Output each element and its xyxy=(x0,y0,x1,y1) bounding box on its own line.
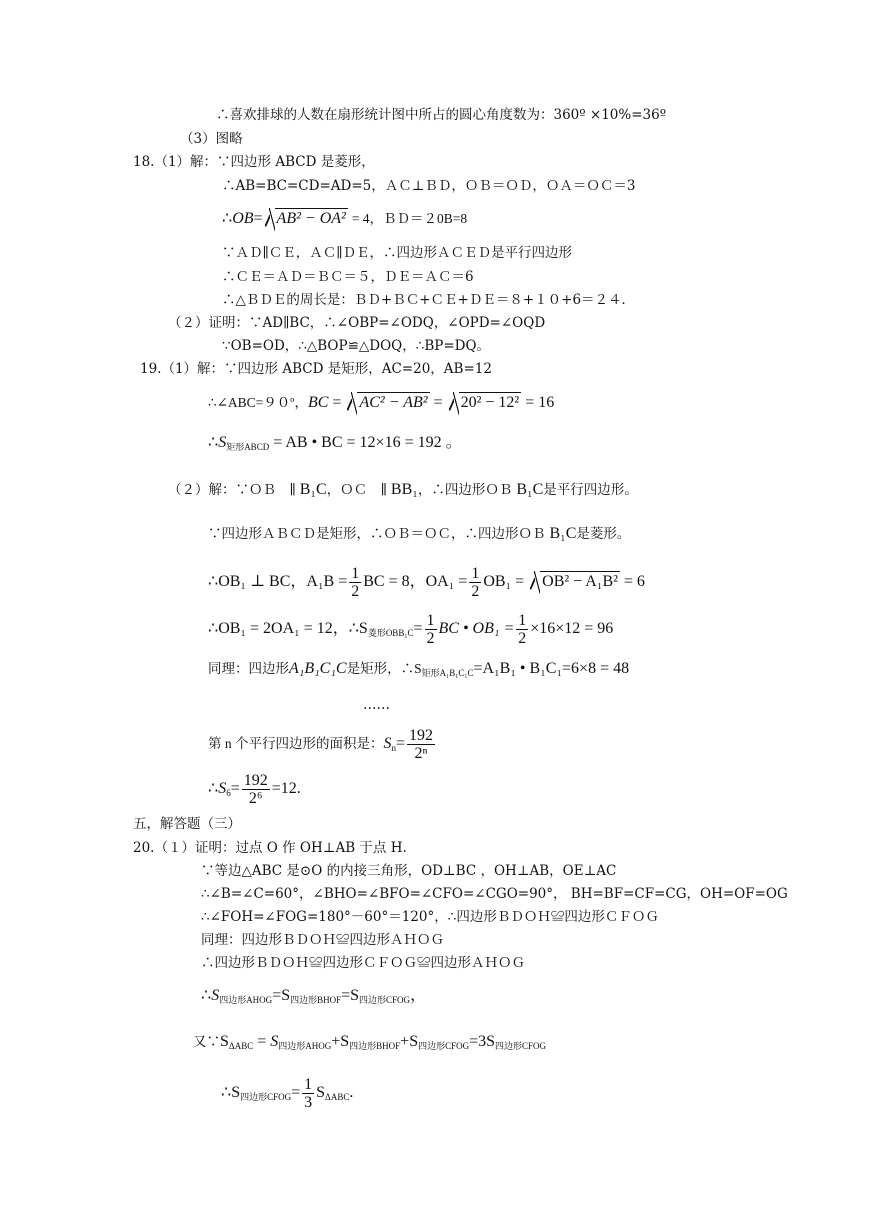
line-q19-rhombus-area: ∴OB₁ = 2OA₁ = 12，$\therefore S_{菱形OBB_1C}=$ $\frac{1}{2}$ BC • OB₁ = $\frac{1}{2}$ ×16×12 = 96 xyxy=(208,612,614,647)
line-q19-s6: $\therefore S_6=$ $\frac{192}{\text{2⁶}}$ =12. xyxy=(208,772,301,807)
line-q20-sum: 又$\because S_{\Delta ABC} = S_{四边形AHOG}+S_{四边形BHOF}+S_{四边形CFOG}=3S_{四边形CFOG}$ xyxy=(193,1033,547,1051)
line-q19-start: 19.（1）解：∵四边形 ABCD 是矩形，AC=20，AB=12 xyxy=(140,361,492,377)
line-q20-equilateral: ∵等边△ABC 是⊙O 的内接三角形，OD⊥BC ，OH⊥AB，OE⊥AC xyxy=(201,863,617,879)
line-q20-start: 20.（１）证明：过点 O 作 OH⊥AB 于点 H. xyxy=(133,840,407,856)
line-q18-perimeter: ∴△ＢＤＥ的周长是：ＢＤ+ＢＣ+ＣＥ+ＤＥ＝８+１０+6＝２４． xyxy=(222,292,636,308)
line-q19-area: $\therefore S_{矩形ABCD}$ = AB • BC = 12×16 = 192 。 xyxy=(208,434,462,452)
line-q18-part2: （２）证明：∵AD∥BC，∴∠OBP=∠ODQ，∠OPD=∠OQD xyxy=(168,315,546,331)
line-q20-equal-areas: $\therefore S_{四边形AHOG}=S_{四边形BHOF}=S_{四边形CFOG}$， xyxy=(201,987,427,1005)
line-q18-start: 18.（1）解：∵四边形 ABCD 是菱形， xyxy=(133,154,375,170)
line-q20-congruent-all: ∴四边形ＢＤＯＨ≌四边形ＣＦＯＧ≌四边形ＡＨＯＧ xyxy=(201,955,525,971)
line-q18-ce: ∴ＣＥ＝ＡＤ＝ＢＣ＝５，ＤＥ＝ＡＣ＝6 xyxy=(222,269,474,285)
line-volleyball-angle: ∴喜欢排球的人数在扇形统计图中所占的圆心角度数为：360º ×10%=36º xyxy=(216,107,667,123)
line-q19-bc: ∴∠ABC=９０º，BC = AC² − AB² = 20² − 12² = 16 xyxy=(208,394,555,411)
sqrt-ab-oa: AB² − OA² xyxy=(265,208,348,229)
line-q19-rhombus: ∵四边形ＡＢＣＤ是矩形，∴ＯＢ＝ＯＣ，∴四边形ＯＢ B₁C是菱形。 xyxy=(208,525,631,542)
line-q18-ob: ∴OB= AB² − OA² = 4，ＢＤ＝２0B=8 xyxy=(222,210,468,227)
line-q19-nth: 第 n 个平行四边形的面积是：$S_n=$ $\frac{192}{\text{2ⁿ}}$ xyxy=(208,727,434,762)
line-q19-oa1: ∴OB₁ ⊥ BC，A₁B = $\frac{1}{2}$ BC = 8，OA₁ = $\frac{1}{2}$ OB₁ = OB² − A₁B² = 6 xyxy=(208,565,645,600)
line-q20-conclusion: $\therefore S_{四边形CFOG}=$ $\frac{1}{3}$ $S_{\Delta ABC}$. xyxy=(221,1076,354,1111)
line-q18-parallelogram: ∵ＡＤ∥ＣＥ，ＡＣ∥ＤＥ，∴四边形ＡＣＥＤ是平行四边形 xyxy=(222,245,572,261)
line-q20-foh: ∴∠FOH=∠FOG=180°－60°＝120°，∴四边形ＢＤＯＨ≌四边形ＣＦＯＧ xyxy=(201,909,659,925)
line-q18-sides: ∴AB=BC=CD=AD=5，ＡＣ⊥ＢＤ，ＯＢ＝ＯＤ，ＯＡ＝ＯＣ＝3 xyxy=(222,178,636,194)
line-q20-angles: ∴∠B=∠C=60°，∠BHO=∠BFO=∠CFO=∠CGO=90°， BH=BF=CF=CG，OH=OF=OG xyxy=(201,886,788,902)
line-q19-rect2: 同理：四边形A₁B₁C₁C是矩形，$\therefore S_{矩形A_1B_1C_1C}=A_1B_1$ • B₁C₁=6×8 = 48 xyxy=(208,660,630,678)
line-q18-congruent: ∵OB=OD，∴△BOP≌△DOQ，∴BP=DQ。 xyxy=(222,338,491,354)
line-q19-part2: （２）解：∵ＯＢ ∥ B₁C，ＯＣ ∥ BB₁，∴四边形ＯＢ B₁C是平行四边形。 xyxy=(168,481,638,498)
line-part3-omitted: （3）图略 xyxy=(180,131,243,147)
line-q20-similar: 同理：四边形ＢＤＯＨ≌四边形ＡＨＯＧ xyxy=(201,932,444,948)
section-heading-part5: 五，解答题（三） xyxy=(133,816,241,832)
line-ellipsis: …… xyxy=(363,697,390,713)
